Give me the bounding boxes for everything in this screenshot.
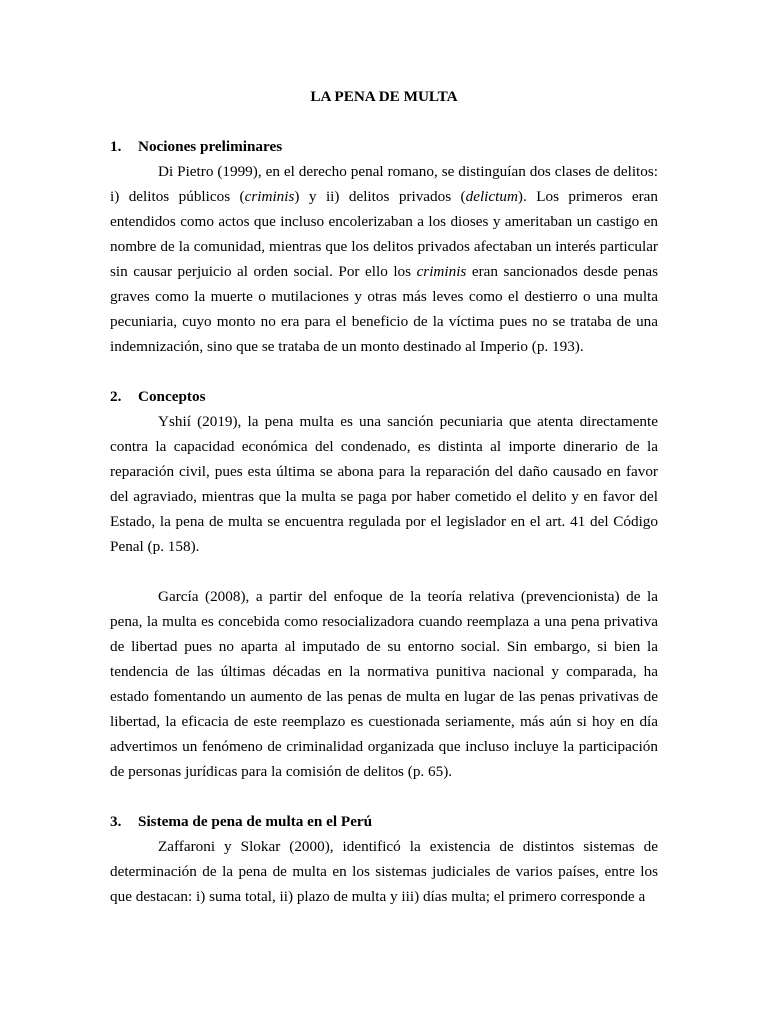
section-heading [110, 384, 658, 409]
paragraph: García (2008), a partir del enfoque de la teoría relativa (prevencionista) de la pena, la multa es concebida como resocializadora cuando reemplaza a una pena privativa de libertad pues no aparta al imputado de su entorno social. Sin embargo, si bien la tendencia de las últimas décadas en la normativa punitiva nacional y comparada, ha estado fomentando un aumento de las penas de multa en lugar de las penas privativas de libertad, la eficacia de este reemplazo es cuestionada seriamente, más aún si hoy en día advertimos un fenómeno de criminalidad organizada que incluso incluye la participación de personas jurídicas para la comisión de delitos (p. 65). [110, 588, 658, 780]
section-conceptos [110, 384, 658, 784]
section-gap [110, 784, 658, 809]
paragraph-gap [110, 559, 658, 584]
italic-term: criminis [244, 188, 295, 205]
italic-term: criminis [416, 263, 467, 280]
document-page [110, 84, 658, 909]
section-sistema [110, 809, 658, 909]
section-heading [110, 134, 658, 159]
italic-term: delictum [465, 188, 518, 205]
section-title: Nociones preliminares [138, 138, 283, 155]
section-number: 2. [110, 388, 122, 405]
section-title: Conceptos [138, 388, 206, 405]
section-number: 1. [110, 138, 122, 155]
section-heading [110, 809, 658, 834]
section-title: Sistema de pena de multa en el Perú [138, 813, 373, 830]
document-title: LA PENA DE MULTA [310, 88, 458, 105]
section-number: 3. [110, 813, 122, 830]
section-gap [110, 359, 658, 384]
paragraph: Di Pietro (1999), en el derecho penal romano, se distinguían dos clases de delitos: i) delitos públicos (criminis) y ii) delitos privados (delictum). Los primeros eran entendidos como actos que incluso encolerizaban a los dioses y ameritaban un castigo en nombre de la comunidad, mientras que los delitos privados afectaban un interés particular sin causar perjuicio al orden social. Por ello los criminis eran sancionados desde penas graves como la muerte o mutilaciones y otras más leves como el destierro o una multa pecuniaria, cuyo monto no era para el beneficio de la víctima pues no se trataba de una indemnización, sino que se trataba de un monto destinado al Imperio (p. 193). [110, 163, 658, 355]
paragraph: Zaffaroni y Slokar (2000), identificó la existencia de distintos sistemas de determinación de la pena de multa en los sistemas judiciales de varios países, entre los que destacan: i) suma total, ii) plazo de multa y iii) días multa; el primero corresponde a [110, 838, 658, 905]
section-nociones [110, 134, 658, 359]
paragraph: Yshií (2019), la pena multa es una sanción pecuniaria que atenta directamente contra la capacidad económica del condenado, es distinta al importe dinerario de la reparación civil, pues esta última se abona para la reparación del daño causado en favor del agraviado, mientras que la multa se paga por haber cometido el delito y en favor del Estado, la pena de multa se encuentra regulada por el legislador en el art. 41 del Código Penal (p. 158). [110, 413, 658, 555]
